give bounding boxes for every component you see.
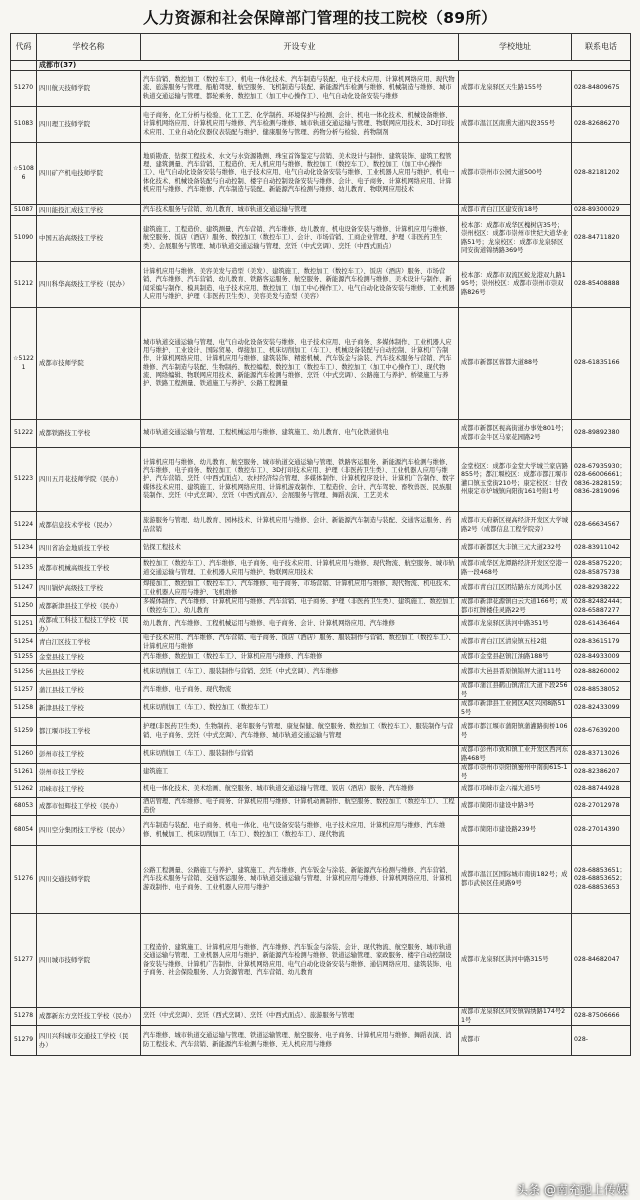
header-address: 学校地址 [459, 34, 572, 61]
row-phone: 028-88538052 [572, 682, 631, 700]
row-phone: 028-61436464 [572, 616, 631, 634]
row-majors: 汽车制造与装配、电子商务、机电一体化、电气设备安装与维修、电子技术应用、计算机应用与维修、汽车维修、机械加工、机床切削加工（车工）、数控加工（数控车工）、现代物流 [141, 816, 459, 846]
row-school-name: 中国五冶高级技工学校 [37, 216, 141, 262]
table-row [11, 652, 631, 664]
row-majors: 计算机应用与维修、幼儿教育、航空服务、城市轨道交通运输与管理、铁路客运服务、新能源汽车检测与维修、汽车维修、电子商务、数控加工（数控车工）、3D打印技术应用、护理（非医药卫生类）、工业机器人应用与维护、汽车营销、烹饪（中西式面点）、农村经济综合管理、多媒体制作、计算机程序设计、计算机广告制作、数字媒体技术应用、建筑施工、计算机网络应用、计算机游戏制作、工程造价、会计、汽车驾驶、畜牧兽医、民族服装制作、烹饪（中式烹调）、烹饪（中西式面点）、会展服务与管理、舞蹈表演、工艺美术 [141, 448, 459, 512]
row-phone: 028-89892380 [572, 420, 631, 448]
row-phone: 028-83911042 [572, 540, 631, 558]
row-school-name: 大邑县技工学校 [37, 664, 141, 682]
table-row [11, 700, 631, 718]
table-row [11, 448, 631, 512]
row-school-name: 彭州市技工学校 [37, 746, 141, 764]
page-title: 人力资源和社会保障部门管理的技工院校（89所） [143, 9, 497, 27]
header-name: 学校名称 [37, 34, 141, 61]
row-address: 成都市新津县工业园区A区兴园8路515号 [459, 700, 572, 718]
row-phone: 028-85875220；028-85875738 [572, 558, 631, 580]
table-row [11, 1008, 631, 1026]
row-address: 成都市新都区视高街道办事处801号；成都市金牛区马家花园路2号 [459, 420, 572, 448]
row-school-name: 成都市恒辉技工学校（民办） [37, 798, 141, 816]
row-code: 51279 [11, 1026, 37, 1056]
row-phone: 028-83713026 [572, 746, 631, 764]
row-code: 51247 [11, 580, 37, 598]
table-row [11, 71, 631, 107]
row-school-name: 邛崃市技工学校 [37, 782, 141, 798]
row-address: 成都市龙泉驿区同安镇锦绣路174号21号 [459, 1008, 572, 1026]
row-code: 68054 [11, 816, 37, 846]
row-school-name: 四川五月花技师学院（民办） [37, 448, 141, 512]
table-row [11, 262, 631, 308]
table-row [11, 308, 631, 420]
row-majors: 汽车维修、数控加工（数控车工）、计算机应用与维修、汽车维修 [141, 652, 459, 664]
row-code: 51262 [11, 782, 37, 798]
row-phone: 028-82433099 [572, 700, 631, 718]
row-code: 51083 [11, 107, 37, 143]
row-phone: 028-82386207 [572, 764, 631, 782]
row-phone: 028-67639200 [572, 718, 631, 746]
row-school-name: 成都信息技术学校（民办） [37, 512, 141, 540]
row-address: 成都市新都区大丰镇三元大道232号 [459, 540, 572, 558]
row-majors: 机床切削加工（车工）、数控加工（数控车工） [141, 700, 459, 718]
table-row [11, 540, 631, 558]
row-code: 51261 [11, 764, 37, 782]
row-code: 51090 [11, 216, 37, 262]
table-row [11, 782, 631, 798]
row-phone: 028-87506666 [572, 1008, 631, 1026]
row-address: 成都市都江堰市蒲阳镇蒲灌路街桥106号 [459, 718, 572, 746]
row-phone: 028-85408888 [572, 262, 631, 308]
row-school-name: 四川矿产机电技师学院 [37, 143, 141, 205]
row-phone: 028-84809675 [572, 71, 631, 107]
row-code: 51259 [11, 718, 37, 746]
table-row [11, 598, 631, 616]
row-majors: 烹饪（中式烹调）、烹饪（西式烹调）、烹饪（中西式面点）、旅游服务与管理 [141, 1008, 459, 1026]
row-address: 成都市崇州市崇阳镇蜀州中南街615-1号 [459, 764, 572, 782]
row-majors: 焊接加工、数控加工（数控车工）、汽车维修、电子商务、市场营销、计算机应用与维修、现代物流、机电技术、工业机器人应用与维护、飞机维修 [141, 580, 459, 598]
row-school-name: 成都新东方烹饪技工学校（民办） [37, 1008, 141, 1026]
row-code: 51223 [11, 448, 37, 512]
row-phone: 028-27012978 [572, 798, 631, 816]
header-majors: 开设专业 [141, 34, 459, 61]
table-row [11, 664, 631, 682]
row-phone: 028-61835166 [572, 308, 631, 420]
table-row [11, 798, 631, 816]
row-majors: 汽车维修、电子商务、现代物流 [141, 682, 459, 700]
row-code: 51222 [11, 420, 37, 448]
row-school-name: 四川省冶金地质技工学校 [37, 540, 141, 558]
row-majors: 工程造价、建筑施工、计算机应用与维修、汽车维修、汽车钣金与涂装、会计、现代物流、航空服务、城市轨道交通运输与管理、工业机器人应用与维护、新能源汽车检测与维修、铁道运输管理、家政服务、楼宇自动控制设备安装与维修、计算机广告制作、计算机网络应用、电气自动化设备安装与维修、通信网络应用、建筑装饰、电子商务、社会保险服务、人力资源管理、汽车营销、幼儿教育 [141, 914, 459, 1008]
row-address: 成都市龙泉驿区洪河中路315号 [459, 914, 572, 1008]
row-majors: 汽车技术服务与营销、幼儿教育、城市轨道交通运输与管理 [141, 205, 459, 216]
row-phone: 028-84933009 [572, 652, 631, 664]
row-code: 51276 [11, 846, 37, 914]
row-majors: 公路工程测量、公路施工与养护、建筑施工、汽车维修、汽车钣金与涂装、新能源汽车检测与维修、汽车营销、汽车技术服务与营销、交通客运服务、城市轨道交通运输与管理、计算机应用与维修、计算机网络应用、计算机游戏制作、电子商务、工业机器人应用与维护 [141, 846, 459, 914]
row-school-name: 四川交通技师学院 [37, 846, 141, 914]
row-code: 51212 [11, 262, 37, 308]
row-school-name: 成都市机械高级技工学校 [37, 558, 141, 580]
row-majors: 幼儿教育、汽车维修、工程机械运用与维修、电子商务、会计、计算机网络应用、汽车维修 [141, 616, 459, 634]
row-code: 51251 [11, 616, 37, 634]
school-table [10, 33, 631, 1056]
row-majors: 旅游服务与管理、幼儿教育、园林技术、计算机应用与维修、会计、新能源汽车制造与装配、交通客运服务、药品营销 [141, 512, 459, 540]
row-majors: 汽车维修、城市轨道交通运输与管理、铁道运输管理、航空服务、电子商务、计算机应用与维修、舞蹈表演、消防工程技术、汽车营销、新能源汽车检测与维修、无人机应用与维修 [141, 1026, 459, 1056]
row-address: 成都市新都区蓉都大道88号 [459, 308, 572, 420]
city-heading: 成都市(37) [37, 61, 631, 71]
row-majors: 数控加工（数控车工）、汽车维修、电子商务、电子技术应用、计算机应用与维修、现代物流、航空服务、城市轨道交通运输与管理、工业机器人应用与维护、物联网应用技术 [141, 558, 459, 580]
row-phone: 028-83615179 [572, 634, 631, 652]
row-majors: 护理(非医药卫生类)、生物制药、老年服务与管理、康复保健、航空服务、数控加工（数控车工）、服装制作与营销、电子商务、烹饪（中式烹调）、汽车维修、城市轨道交通运输与管理 [141, 718, 459, 746]
table-row [11, 914, 631, 1008]
row-phone: 028-88260002 [572, 664, 631, 682]
watermark: 头条 @南充驰上传媒 [516, 1183, 628, 1197]
row-phone: 028-68853651；028-68853652；028-68853653 [572, 846, 631, 914]
row-majors: 机电一体化技术、美术绘画、航空服务、城市轨道交通运输与管理、饭店（酒店）服务、汽车维修 [141, 782, 459, 798]
table-body [11, 61, 631, 1056]
row-majors: 城市轨道交通运输与管理、电气自动化设备安装与维修、电子技术应用、电子商务、多媒体制作、工业机器人应用与维护、工业设计、国际贸易、焊接加工、机床切削加工（车工）、机械设备装配与自动控制、计算机广告制作、计算机网络应用、计算机应用与维修、建筑装饰、精密机械、汽车钣金与涂装、汽车技术服务与营销、汽车维修、汽车制造与装配、生物制药、数控编程、数控加工（数控车工）、数控加工（加工中心操作工）、现代物流、网络编辑、物联网应用技术、新能源汽车检测与维修、烹饪（中式烹调）、公路施工与养护、桥梁施工与养护、铁路工程测量、铁道施工与养护、公路工程测量 [141, 308, 459, 420]
row-phone: 028-88744928 [572, 782, 631, 798]
header-code: 代码 [11, 34, 37, 61]
table-header-row [11, 34, 631, 61]
row-address: 成都市青白江区清泉镇五桂2组 [459, 634, 572, 652]
row-code: 51260 [11, 746, 37, 764]
row-majors: 地质勘查、钻探工程技术、水文与水资源勘测、珠宝首饰鉴定与营销、美术设计与制作、建筑装饰、建筑工程管理、建筑测量、汽车营销、工程造价、无人机应用与维修、数控加工（数控车工）、数控加工（加工中心操作工）、电气自动化设备安装与维修、电子技术应用、电气自动化设备安装与维修、工业机器人应用与维护、机电一体化技术、机械设备装配与自动控制、楼宇自动控制设备安装与维修、会计、电子商务、计算机网络应用、计算机应用与维修、汽车维修、汽车制造与装配、新能源汽车检测与维修、幼儿教育、物联网应用技术 [141, 143, 459, 205]
row-code: 51258 [11, 700, 37, 718]
row-address: 成都市崇州市公园大道500号 [459, 143, 572, 205]
row-address: 成都市简阳市建设路239号 [459, 816, 572, 846]
row-address: 成都市温江区南熏大道四段355号 [459, 107, 572, 143]
table-row [11, 616, 631, 634]
row-phone: 028-66634567 [572, 512, 631, 540]
row-majors: 机床切削加工（车工）、服装制作与营销 [141, 746, 459, 764]
row-address: 成都市青白江区建安街18号 [459, 205, 572, 216]
row-phone: 028-82938222 [572, 580, 631, 598]
row-phone: 028-82686270 [572, 107, 631, 143]
row-school-name: 蒲江县技工学校 [37, 682, 141, 700]
row-majors: 电子商务、化工分析与检验、化工工艺、化学制药、环境保护与检测、会计、机电一体化技术、机械设备维修、计算机网络应用、计算机应用与维修、汽车检测与维修、城市轨道交通运输与管理、物联网应用技术、3D打印技术应用、工业自动化仪器仪表装配与维护、健康服务与管理、药物分析与检验、药物制剂 [141, 107, 459, 143]
table-row [11, 764, 631, 782]
row-address: 成都市蒲江县鹤山镇清江大道下段256号 [459, 682, 572, 700]
row-phone: 028-67935930；028-66006661；0836-2828159；0836-2819096 [572, 448, 631, 512]
row-address: 成都市龙泉驿区洪河中路351号 [459, 616, 572, 634]
row-code: 51270 [11, 71, 37, 107]
row-school-name: 新津县技工学校 [37, 700, 141, 718]
table-row [11, 107, 631, 143]
row-address: 校本部：成都市双流区蛟龙港双九路195号；崇州校区：成都市崇州市崇双路826号 [459, 262, 572, 308]
table-row [11, 634, 631, 652]
row-school-name: 崇州市技工学校 [37, 764, 141, 782]
table-row [11, 682, 631, 700]
row-code: ☆51086 [11, 143, 37, 205]
row-phone: 028-82482444；028-65887277 [572, 598, 631, 616]
row-code: 51277 [11, 914, 37, 1008]
row-phone: 028-89300029 [572, 205, 631, 216]
row-code: 51278 [11, 1008, 37, 1026]
row-code: 51234 [11, 540, 37, 558]
city-heading-row [11, 61, 631, 71]
row-phone: 028-84682047 [572, 914, 631, 1008]
table-row [11, 143, 631, 205]
row-phone: 028-84711820 [572, 216, 631, 262]
row-majors: 建筑施工、工程造价、建筑测量、汽车营销、汽车维修、幼儿教育、机电设备安装与维修、计算机应用与维修、航空服务、饭店（酒店）服务、数控加工（数控车工）、会计、市场营销、工商企业管理、护理（非医药卫生类）、会展服务与管理、城市轨道交通运输与管理、烹饪（中式烹调）、烹饪（中西式面点） [141, 216, 459, 262]
row-address: 成都市温江区国际城市南街182号；成都市武侯区佳灵路9号 [459, 846, 572, 914]
row-majors: 钻探工程技术 [141, 540, 459, 558]
row-majors: 城市轨道交通运输与管理、工程机械运用与维修、建筑施工、幼儿教育、电气化铁道供电 [141, 420, 459, 448]
table-row [11, 512, 631, 540]
row-code: 51255 [11, 652, 37, 664]
row-address: 成都市大邑县晋原镇锦屏大道111号 [459, 664, 572, 682]
row-phone: 028-82181202 [572, 143, 631, 205]
row-school-name: 都江堰市技工学校 [37, 718, 141, 746]
row-address: 成都市青白江区团结路东方凤鸿小区 [459, 580, 572, 598]
row-school-name: 四川锅炉高级技工学校 [37, 580, 141, 598]
header-phone: 联系电话 [572, 34, 631, 61]
row-address: 金堂校区：成都市金堂大学城兰家店路855号；都江堰校区：成都市都江堰市灌口镇玉堂街210号；康定校区：甘孜州康定市炉城镇向阳街161号附1号 [459, 448, 572, 512]
row-address: 成都市 [459, 1026, 572, 1056]
row-school-name: 成都市技师学院 [37, 308, 141, 420]
row-majors: 多媒体制作、汽车维修、计算机应用与维修、汽车营销、电子商务、护理（非医药卫生类）、建筑施工、数控加工（数控车工）、幼儿教育 [141, 598, 459, 616]
city-heading-code [11, 61, 37, 71]
table-row [11, 580, 631, 598]
row-code: 51224 [11, 512, 37, 540]
row-school-name: 四川城市技师学院 [37, 914, 141, 1008]
table-row [11, 746, 631, 764]
row-code: 51250 [11, 598, 37, 616]
table-row [11, 1026, 631, 1056]
row-code: 51235 [11, 558, 37, 580]
row-address: 成都市邛崃市金六福大道5号 [459, 782, 572, 798]
row-code: 51254 [11, 634, 37, 652]
table-row [11, 216, 631, 262]
row-school-name: 四川兴科城市交通技工学校（民办） [37, 1026, 141, 1056]
row-address: 成都市彭州市致和镇工业开发区西河东路468号 [459, 746, 572, 764]
row-school-name: 青白江区技工学校 [37, 634, 141, 652]
row-code: 51257 [11, 682, 37, 700]
row-code: ☆51221 [11, 308, 37, 420]
table-row [11, 816, 631, 846]
row-address: 成都市成华区龙潭路经济开发区空港一路一段468号 [459, 558, 572, 580]
row-majors: 汽车营销、数控加工（数控车工）、机电一体化技术、汽车制造与装配、电子技术应用、计算机网络应用、现代物流、旅游服务与管理、船舶驾驶、航空服务、飞机制造与装配、新能源汽车检测与维修、机械制造与维修、城市轨道交通运输与管理、都轮乘务、数控加工（加工中心操作工）、电气自动化设备安装与维修 [141, 71, 459, 107]
row-school-name: 四川理工技师学院 [37, 107, 141, 143]
row-school-name: 成都成工科技工程技工学校（民办） [37, 616, 141, 634]
row-code: 51087 [11, 205, 37, 216]
row-school-name: 金堂县技工学校 [37, 652, 141, 664]
row-code: 51256 [11, 664, 37, 682]
row-address: 成都市龙泉驿区天生路155号 [459, 71, 572, 107]
row-address: 成都市新津花源镇白云大道166号；成都市红牌楼佳灵路22号 [459, 598, 572, 616]
row-majors: 电子技术应用、汽车维修、汽车营销、电子商务、饭店（酒店）服务、服装制作与营销、数控加工（数控车工）、计算机应用与维修 [141, 634, 459, 652]
row-phone: 028-27014390 [572, 816, 631, 846]
row-school-name: 四川航天技师学院 [37, 71, 141, 107]
row-majors: 酒店管理、汽车维修、电子商务、计算机应用与维修、计算机动画制作、航空服务、数控加工（数控车工）、工程造价 [141, 798, 459, 816]
row-address: 校本部：成都市成华区槐树店35号；崇州校区：成都市崇州市世纪大道华业路51号；龙泉校区：成都市龙泉驿区同安街道锦绣路369号 [459, 216, 572, 262]
table-row [11, 718, 631, 746]
table-row [11, 420, 631, 448]
row-majors: 机床切削加工（车工）、服装制作与营销、烹饪（中式烹调）、汽车维修 [141, 664, 459, 682]
table-row [11, 846, 631, 914]
row-address: 成都市简阳市建设中路3号 [459, 798, 572, 816]
row-address: 成都市天府新区视高经济开发区大学城路2号（成都信息工程学院旁） [459, 512, 572, 540]
row-majors: 建筑施工 [141, 764, 459, 782]
row-school-name: 四川科华高级技工学校（民办） [37, 262, 141, 308]
table-row [11, 558, 631, 580]
row-address: 成都市金堂县赵镇江油路188号 [459, 652, 572, 664]
table-row [11, 205, 631, 216]
row-school-name: 四川能投汇成技工学校 [37, 205, 141, 216]
row-school-name: 成都铁路技工学校 [37, 420, 141, 448]
row-code: 68053 [11, 798, 37, 816]
row-phone: 028- [572, 1026, 631, 1056]
row-school-name: 成都新津县技工学校（民办） [37, 598, 141, 616]
row-school-name: 四川空分集团技工学校（民办） [37, 816, 141, 846]
row-majors: 计算机应用与维修、美容美发与造型（美发）、建筑施工、数控加工（数控车工）、饭店（酒店）服务、市场营销、汽车维修、汽车营销、幼儿教育、铁路客运服务、航空服务、新能源汽车检测与维修、美术设计与制作、新闻采编与制作、模具制造、电子技术应用、数控加工（加工中心操作工）、电气自动化设备安装与维修、工业机器人应用与维护、护理（非医药卫生类）、美容美发与造型（美容） [141, 262, 459, 308]
